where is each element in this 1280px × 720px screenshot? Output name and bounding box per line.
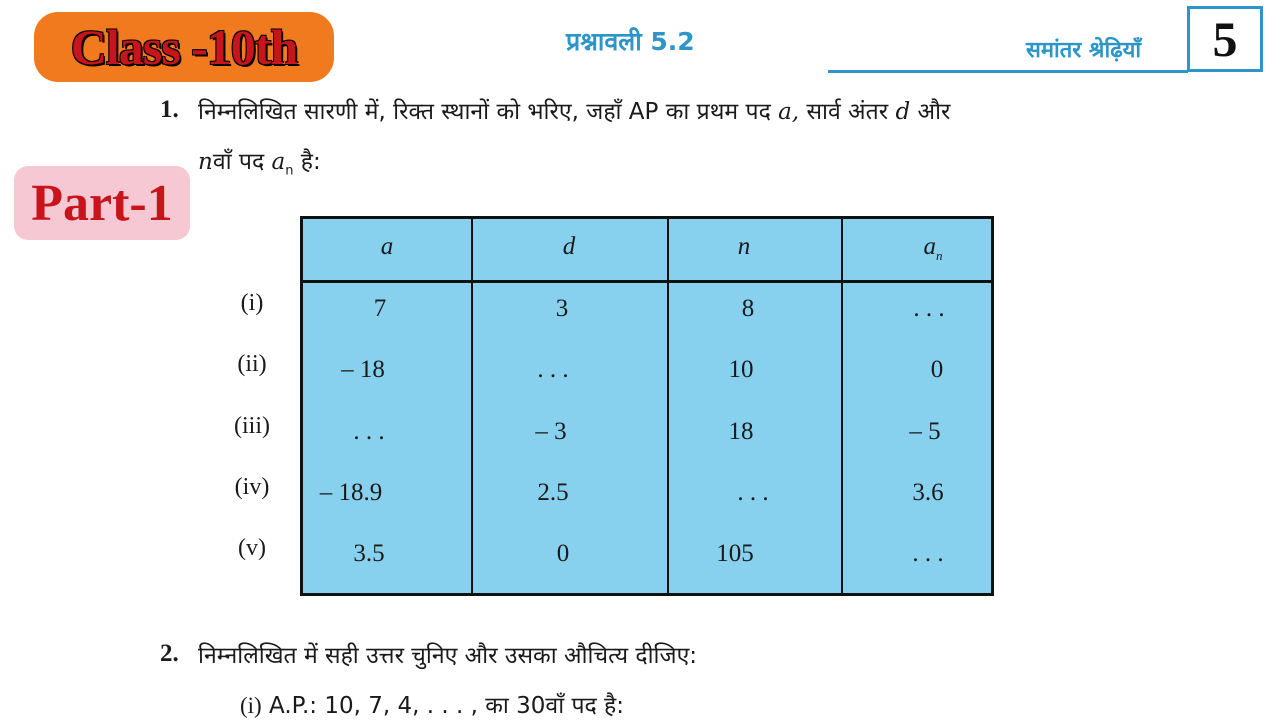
table-cell: . . . bbox=[353, 418, 385, 445]
question-1-line-2 bbox=[198, 144, 321, 179]
row-label: (v) bbox=[238, 535, 266, 561]
header-rule bbox=[828, 70, 1188, 73]
class-badge bbox=[34, 12, 334, 82]
header-n: n bbox=[737, 233, 751, 260]
table-cell: 3.5 bbox=[353, 540, 385, 567]
variable-an: a bbox=[271, 149, 286, 175]
table-divider bbox=[471, 219, 473, 593]
table-cell: 2.5 bbox=[537, 479, 569, 506]
table-cell: 18 bbox=[728, 418, 754, 445]
question-2-number: 2. bbox=[160, 640, 179, 667]
row-label: (ii) bbox=[237, 351, 267, 377]
part-badge-label: Part-1 bbox=[31, 174, 173, 232]
table-cell: 8 bbox=[741, 295, 755, 322]
table-divider bbox=[841, 219, 843, 593]
header-d: d bbox=[562, 233, 576, 260]
class-badge-label: Class -10th bbox=[70, 19, 298, 75]
table-cell: – 18 bbox=[341, 356, 385, 383]
table-header-divider bbox=[303, 280, 991, 283]
question-1-text-e: है: bbox=[300, 149, 321, 175]
table-cell: . . . bbox=[913, 295, 945, 322]
header-an bbox=[863, 233, 1003, 264]
chapter-number-box bbox=[1187, 6, 1263, 72]
question-1-text-d: वाँ पद bbox=[212, 149, 265, 175]
row-label: (i) bbox=[240, 290, 264, 316]
question-2-part-i-text: A.P.: 10, 7, 4, . . . , का 30वाँ पद है: bbox=[269, 693, 625, 719]
question-1-text-a: निम्नलिखित सारणी में, रिक्त स्थानों को भरिए, जहाँ AP का प्रथम पद bbox=[198, 99, 771, 125]
chapter-name: समांतर श्रेढ़ियाँ bbox=[1026, 38, 1142, 63]
table-cell: 3.6 bbox=[912, 479, 944, 506]
table-cell: . . . bbox=[912, 540, 944, 567]
table-cell: 0 bbox=[930, 356, 944, 383]
variable-n: n bbox=[198, 149, 213, 175]
part-badge bbox=[14, 166, 190, 240]
question-2-part-i bbox=[240, 688, 624, 720]
question-1-line-1 bbox=[198, 94, 950, 126]
variable-a: a, bbox=[778, 99, 800, 125]
table-divider bbox=[667, 219, 669, 593]
question-1-number: 1. bbox=[160, 96, 179, 123]
table-cell: 0 bbox=[556, 540, 570, 567]
ap-table bbox=[300, 216, 994, 596]
question-1-text-c: और bbox=[917, 99, 951, 125]
variable-an-subscript: n bbox=[285, 163, 294, 179]
table-cell: – 18.9 bbox=[319, 479, 383, 506]
table-cell: . . . bbox=[537, 356, 569, 383]
header-a: a bbox=[380, 233, 394, 260]
exercise-title: प्रश्नावली 5.2 bbox=[566, 27, 695, 56]
question-2-text: निम्नलिखित में सही उत्तर चुनिए और उसका औचित्य दीजिए: bbox=[198, 643, 698, 669]
table-cell: – 3 bbox=[535, 418, 567, 445]
header-an-subscript: n bbox=[936, 248, 943, 263]
variable-d: d bbox=[895, 99, 911, 125]
chapter-number: 5 bbox=[1212, 11, 1238, 67]
table-cell: 105 bbox=[716, 540, 754, 567]
table-cell: . . . bbox=[737, 479, 769, 506]
row-label: (iv) bbox=[234, 474, 270, 500]
question-1-text-b: सार्व अंतर bbox=[806, 99, 889, 125]
table-cell: 10 bbox=[728, 356, 754, 383]
table-cell: – 5 bbox=[909, 418, 941, 445]
question-2-part-i-label: (i) bbox=[240, 693, 262, 718]
table-cell: 7 bbox=[373, 295, 387, 322]
table-cell: 3 bbox=[555, 295, 569, 322]
row-label: (iii) bbox=[234, 413, 270, 439]
header-an-base: a bbox=[923, 233, 936, 260]
